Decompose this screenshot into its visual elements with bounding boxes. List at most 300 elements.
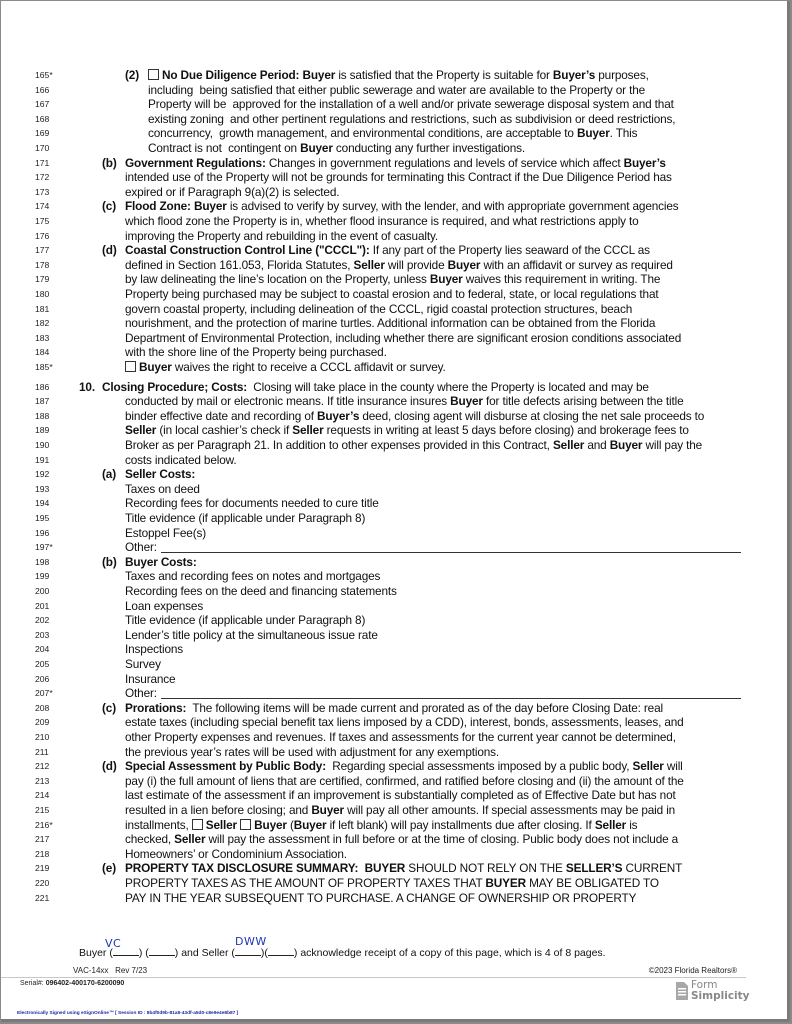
line-text xyxy=(148,141,525,156)
line-number: 203 xyxy=(35,629,50,640)
line-text xyxy=(102,380,649,395)
text-run: is satisfied that the Property is suitable for xyxy=(335,68,553,82)
serial-number xyxy=(20,980,124,987)
text-run: is advised to verify by survey, with the lender, and with appropriate government agencies xyxy=(226,199,679,214)
line-number: 177 xyxy=(35,245,50,256)
text-run: pay (i) the full amount of liens that are certified, confirmed, and ratified before closing and (ii) the amount of the xyxy=(125,773,684,788)
line-number: 190 xyxy=(35,440,50,450)
bold-text: Seller xyxy=(552,438,585,452)
section-label: (e) xyxy=(102,861,116,876)
line-number: 192 xyxy=(35,469,50,480)
line-text xyxy=(125,258,673,273)
line-number: 204 xyxy=(35,644,50,655)
text-run: existing zoning and other pertinent regulations and restrictions, such as subdivision or deed restrictions, xyxy=(148,111,676,126)
document-line xyxy=(1,423,787,438)
text-run: Title evidence (if applicable under Paragraph 8) xyxy=(125,511,366,525)
document-line xyxy=(1,126,787,141)
seller-initial-field-2[interactable] xyxy=(268,946,294,956)
document-page xyxy=(1,1,790,1022)
line-number: 206 xyxy=(35,673,50,684)
line-text xyxy=(125,360,446,375)
line-number: 210 xyxy=(35,732,50,742)
text-run: will xyxy=(663,759,683,774)
line-text xyxy=(125,599,203,614)
document-line xyxy=(1,657,787,672)
text-run: last estimate of the assessment if an improvement is substantially completed as of Effective Date but has not xyxy=(125,788,676,803)
document-line xyxy=(1,613,787,628)
line-text xyxy=(125,526,206,541)
bold-text: Government Regulations: xyxy=(125,155,266,170)
line-number: 173 xyxy=(35,186,50,197)
line-text xyxy=(125,686,741,701)
document-line xyxy=(1,891,787,906)
line-number: 220 xyxy=(35,878,50,888)
document-line xyxy=(1,555,787,570)
line-number: 199 xyxy=(35,571,50,582)
logo-text-form: Form xyxy=(691,979,718,991)
line-number: 174 xyxy=(35,201,50,212)
bold-text: Buyer xyxy=(293,817,327,832)
bold-text: Prorations: xyxy=(125,700,187,715)
document-line xyxy=(1,141,787,156)
document-line xyxy=(1,185,787,200)
text-run: PROPERTY TAXES AS THE AMOUNT OF PROPERTY TAXES THAT xyxy=(125,876,486,890)
document-line xyxy=(1,380,787,395)
line-text xyxy=(125,496,379,511)
line-text xyxy=(125,394,684,409)
text-run: Loan expenses xyxy=(125,598,204,613)
text-run: . This xyxy=(609,126,638,141)
text-run: estate taxes (including special benefit tax liens imposed by a CDD), interest, bonds, assessments, leases, and xyxy=(125,715,684,730)
bold-text: Buyer xyxy=(450,394,483,409)
checkbox[interactable] xyxy=(192,819,203,830)
line-number: 214 xyxy=(35,790,50,801)
line-text xyxy=(125,701,663,716)
line-number: 172 xyxy=(35,172,50,183)
document-line xyxy=(1,438,787,453)
line-text xyxy=(125,803,675,818)
text-run: ( xyxy=(286,817,294,832)
bold-text: No Due Diligence Period: xyxy=(162,68,300,82)
line-text xyxy=(148,83,645,98)
document-line xyxy=(1,97,787,112)
text-run: concurrency, growth management, and environmental conditions, are acceptable to xyxy=(148,126,577,141)
bold-text: SELLER’S xyxy=(565,861,623,876)
document-line xyxy=(1,467,787,482)
line-text xyxy=(125,818,637,833)
document-line xyxy=(1,642,787,657)
line-text xyxy=(125,672,175,687)
text-run: checked, xyxy=(125,832,175,847)
text-run: including being satisfied that either public sewerage and water are available to the Property or the xyxy=(148,82,646,97)
bold-text: Buyer xyxy=(609,438,643,452)
document-line xyxy=(1,112,787,127)
text-run: The following items will be made current and prorated as of the day before Closing Date: real xyxy=(186,700,663,715)
bold-text: Flood Zone: xyxy=(125,199,191,214)
text-run: will provide xyxy=(384,257,448,272)
text-run: expired or if Paragraph 9(a)(2) is selected. xyxy=(125,184,340,199)
line-number: 169 xyxy=(35,128,50,139)
line-text xyxy=(125,788,676,803)
bold-text: Buyer’s xyxy=(552,68,596,82)
text-run: Broker as per Paragraph 21. In addition to other expenses provided in this Contract, xyxy=(125,438,553,452)
document-line xyxy=(1,199,787,214)
line-text xyxy=(125,861,682,876)
text-run: Recording fees for documents needed to cure title xyxy=(125,496,379,511)
document-line xyxy=(1,345,787,360)
line-number: 209 xyxy=(35,717,50,728)
bold-text: Buyer xyxy=(254,817,287,832)
document-line xyxy=(1,526,787,541)
line-text xyxy=(125,331,681,346)
line-text xyxy=(125,715,684,730)
line-text xyxy=(125,287,659,302)
bold-text: Buyer’s xyxy=(623,155,666,170)
document-line xyxy=(1,745,787,760)
line-number: 219 xyxy=(35,863,50,874)
line-number: 166 xyxy=(35,84,50,95)
text-run: Taxes on deed xyxy=(125,481,200,496)
seller-initials-signature: DWW xyxy=(235,935,267,948)
bold-text: BUYER xyxy=(364,861,406,876)
section-label: (a) xyxy=(102,467,116,482)
bold-text: Buyer Costs: xyxy=(125,554,197,569)
line-number: 217 xyxy=(35,834,50,845)
bold-text: Buyer xyxy=(576,126,610,141)
line-number: 175 xyxy=(35,216,50,226)
document-line xyxy=(1,569,787,584)
text-run: with an affidavit or survey as required xyxy=(480,257,673,272)
line-text xyxy=(125,243,650,258)
text-run: conducting any further investigations. xyxy=(332,141,525,155)
bold-text: PROPERTY TAX DISCLOSURE SUMMARY: xyxy=(125,861,359,876)
line-number: 221 xyxy=(35,892,50,903)
text-run: defined in Section 161.053, Florida Statutes, xyxy=(125,257,354,272)
bold-text: Buyer xyxy=(300,141,333,155)
line-number: 165* xyxy=(35,70,53,80)
line-text xyxy=(125,423,689,438)
bold-text: Seller xyxy=(353,257,385,272)
section-label: (d) xyxy=(102,243,117,258)
document-line xyxy=(1,496,787,511)
line-text xyxy=(125,482,200,497)
line-number: 184 xyxy=(35,347,50,358)
document-line xyxy=(1,774,787,789)
text-run: improving the Property and rebuilding in the event of casualty. xyxy=(125,228,438,243)
line-number: 197* xyxy=(35,542,53,553)
document-line xyxy=(1,540,787,555)
line-number: 194 xyxy=(35,498,50,509)
line-text xyxy=(125,170,672,185)
text-run: binder effective date and recording of xyxy=(125,408,317,423)
document-line xyxy=(1,360,787,375)
text-run: will pay the xyxy=(642,438,703,452)
serial-label: Serial#: xyxy=(20,980,44,987)
document-line xyxy=(1,803,787,818)
text-run: will pay all other amounts. If special assessments may be paid in xyxy=(344,803,676,817)
document-line xyxy=(1,628,787,643)
text-run: Contract is not contingent on xyxy=(148,141,301,155)
line-number: 200 xyxy=(35,586,50,596)
line-number: 213 xyxy=(35,775,50,786)
text-run: CURRENT xyxy=(622,861,683,876)
document-line xyxy=(1,394,787,409)
document-line xyxy=(1,584,787,599)
document-line xyxy=(1,170,787,185)
text-run: Recording fees on the deed and financing statements xyxy=(125,584,397,598)
text-run: waives the right to receive a CCCL affidavit or survey. xyxy=(171,360,446,374)
text-run: Estoppel Fee(s) xyxy=(125,525,207,540)
checkbox[interactable] xyxy=(148,69,159,80)
text-run: conducted by mail or electronic means. If title insurance insures xyxy=(125,394,451,409)
text-run: Title evidence (if applicable under Paragraph 8) xyxy=(125,613,366,628)
checkbox[interactable] xyxy=(240,819,251,830)
line-text xyxy=(125,272,660,287)
document-line xyxy=(1,788,787,803)
text-run: if left blank) will pay installments due after closing. If xyxy=(326,817,595,832)
line-text xyxy=(125,316,655,331)
line-text xyxy=(125,438,702,453)
document-line xyxy=(1,287,787,302)
document-line xyxy=(1,686,787,701)
text-run: costs indicated below. xyxy=(125,452,237,467)
line-number: 189 xyxy=(35,425,50,436)
line-text xyxy=(125,730,676,745)
line-text xyxy=(125,628,378,643)
line-number: 218 xyxy=(35,848,50,859)
line-text xyxy=(125,156,666,171)
text-run: Department of Environmental Protection, including whether there are significant erosion conditions associated xyxy=(125,330,682,345)
bold-text: Buyer xyxy=(447,257,481,272)
text-run: Property being purchased may be subject to coastal erosion and to federal, state, or local regulations that xyxy=(125,287,659,301)
bold-text: Buyer xyxy=(311,803,345,817)
bold-text: Seller xyxy=(594,817,627,832)
line-number: 168 xyxy=(35,113,50,124)
text-run: Inspections xyxy=(125,642,184,657)
text-run: MAY BE OBLIGATED TO xyxy=(525,876,659,890)
text-run: for title defects arising between the title xyxy=(482,394,684,409)
text-run: which flood zone the Property is in, whether flood insurance is required, and what restrictions apply to xyxy=(125,214,639,228)
text-run: Survey xyxy=(125,657,161,671)
buyer-label: Buyer xyxy=(79,947,107,959)
text-run: govern coastal property, including delineation of the CCCL, rigid coastal protection structures, beach xyxy=(125,301,633,316)
bold-text: Special Assessment by Public Body: xyxy=(125,759,326,774)
line-text xyxy=(125,199,679,214)
text-run: Taxes and recording fees on notes and mortgages xyxy=(125,569,381,584)
bold-text: Coastal Construction Control Line ("CCCL"): xyxy=(125,243,370,258)
other-cost-field[interactable] xyxy=(161,687,741,699)
line-number: 193 xyxy=(35,483,50,494)
text-run: with the shore line of the Property being purchased. xyxy=(125,345,387,360)
document-line xyxy=(1,214,787,229)
document-line xyxy=(1,258,787,273)
line-text xyxy=(125,774,684,789)
line-number: 202 xyxy=(35,615,50,626)
document-icon xyxy=(676,982,688,1000)
footer-divider xyxy=(1,977,746,978)
section-label: (c) xyxy=(102,700,116,715)
line-text xyxy=(125,569,380,584)
document-line xyxy=(1,83,787,98)
line-number: 208 xyxy=(35,702,50,713)
line-number: 188 xyxy=(35,410,50,421)
bold-text: Buyer’s xyxy=(317,408,360,423)
line-text xyxy=(148,112,675,127)
bold-text: Seller xyxy=(205,817,237,832)
document-line xyxy=(1,409,787,424)
bold-text: Buyer xyxy=(302,68,336,82)
line-text xyxy=(125,302,632,317)
text-run: Lender’s title policy at the simultaneous issue rate xyxy=(125,627,378,642)
document-line xyxy=(1,482,787,497)
line-text xyxy=(125,847,347,862)
line-text xyxy=(125,891,636,906)
serial-value: 096402-400170-6200090 xyxy=(45,980,125,987)
document-line xyxy=(1,331,787,346)
text-run: installments, xyxy=(125,817,192,832)
line-text xyxy=(125,832,678,847)
text-run: deed, closing agent will disburse at closing the net sale proceeds to xyxy=(359,408,705,423)
text-run: and xyxy=(584,438,610,452)
document-line xyxy=(1,861,787,876)
line-number: 196 xyxy=(35,527,50,538)
bold-text: Seller xyxy=(632,759,664,774)
line-text xyxy=(125,759,683,774)
line-text xyxy=(148,68,649,83)
line-number: 211 xyxy=(35,746,49,757)
line-text xyxy=(125,657,161,672)
line-text xyxy=(125,345,387,360)
document-line xyxy=(1,672,787,687)
form-id-text: VAC-14xx xyxy=(73,966,109,975)
buyer-initial-field-2[interactable] xyxy=(149,946,175,956)
line-text xyxy=(125,540,741,555)
line-number: 198 xyxy=(35,556,50,567)
acknowledgement-line: Buyer ( ) ( ) and Seller ( )( ) acknowledge receipt of a copy of this page, which is 4 of 8 pages. xyxy=(79,947,606,959)
line-text xyxy=(125,584,397,599)
section-label: (d) xyxy=(102,759,117,774)
document-line xyxy=(1,453,787,468)
text-run: resulted in a lien before closing; and xyxy=(125,803,312,817)
copyright: ©2023 Florida Realtors® xyxy=(648,966,737,975)
section-label: (2) xyxy=(125,68,139,82)
section-label: (b) xyxy=(102,554,117,569)
line-text xyxy=(125,214,639,229)
document-line xyxy=(1,599,787,614)
document-line xyxy=(1,818,787,833)
line-number: 178 xyxy=(35,259,50,270)
text-run: Homeowners’ or Condominium Association. xyxy=(125,846,347,861)
text-run: Property will be approved for the installation of a well and/or private sewerage disposal system and that xyxy=(148,97,674,112)
text-run: other Property expenses and revenues. If taxes and assessments for the current year cannot be determined, xyxy=(125,730,676,744)
line-text xyxy=(125,409,704,424)
line-number: 187 xyxy=(35,396,50,407)
text-run: Other: xyxy=(125,686,157,701)
text-run: is xyxy=(626,817,638,832)
text-run: will pay the assessment in full before or at the time of closing. Public body does not include a xyxy=(205,832,679,847)
line-text xyxy=(125,876,659,891)
line-number: 180 xyxy=(35,289,50,299)
other-cost-field[interactable] xyxy=(161,541,741,553)
bold-text: Seller Costs: xyxy=(125,467,196,482)
document-line xyxy=(1,759,787,774)
line-text xyxy=(125,745,499,760)
text-run: purposes, xyxy=(595,68,649,82)
text-run: waives this requirement in writing. The xyxy=(462,272,661,287)
line-text xyxy=(125,555,197,570)
text-run: Regarding special assessments imposed by a public body, xyxy=(325,759,633,774)
text-run: Changes in government regulations and levels of service which affect xyxy=(265,155,624,170)
checkbox[interactable] xyxy=(125,361,136,372)
text-run: Closing will take place in the county where the Property is located and may be xyxy=(247,379,649,394)
esign-stamp: Electronically Signed using eSignOnline™ [ Session ID : 8b4f0d9b-81a8-43df-a5d0-c8e9e4e8b87 ] xyxy=(17,1011,239,1016)
text-run: PAY IN THE YEAR SUBSEQUENT TO PURCHASE. A CHANGE OF OWNERSHIP OR PROPERTY xyxy=(125,890,637,905)
logo-text-simplicity: Simplicity xyxy=(691,990,750,1002)
document-line xyxy=(1,730,787,745)
bold-text: Seller xyxy=(125,423,157,438)
text-run: Other: xyxy=(125,540,157,555)
line-number: 171 xyxy=(35,157,50,168)
line-number: 170 xyxy=(35,143,50,153)
document-line xyxy=(1,229,787,244)
text-run: requests in writing at least 5 days before closing) and brokerage fees to xyxy=(323,423,689,438)
bold-text: Buyer xyxy=(139,360,172,374)
line-number: 201 xyxy=(35,600,50,611)
document-line xyxy=(1,876,787,891)
text-run: the previous year’s rates will be used with adjustment for any exemptions. xyxy=(125,744,500,759)
form-revision: Rev 7/23 xyxy=(115,966,148,975)
line-number: 215 xyxy=(35,805,50,815)
text-run: nourishment, and the protection of marine turtles. Additional information can be obtained from the Florida xyxy=(125,316,656,331)
line-number: 185* xyxy=(35,362,53,372)
bold-text: Buyer xyxy=(429,272,463,287)
form-simplicity-logo xyxy=(676,980,750,1002)
line-text xyxy=(125,642,183,657)
bold-text: BUYER xyxy=(485,876,526,890)
line-text xyxy=(125,511,365,526)
document-line xyxy=(1,715,787,730)
and-seller-label: and Seller xyxy=(181,947,229,959)
text-run: SHOULD NOT RELY ON THE xyxy=(405,861,566,876)
line-number: 186 xyxy=(35,381,50,392)
bold-text: Seller xyxy=(292,423,324,438)
buyer-initials-signature: VC xyxy=(105,937,122,950)
text-run: by law delineating the line’s location on the Property, unless xyxy=(125,272,430,287)
line-text xyxy=(125,453,236,468)
document-line xyxy=(1,68,787,83)
line-number: 212 xyxy=(35,761,50,772)
line-number: 167 xyxy=(35,99,50,110)
line-number: 195 xyxy=(35,513,50,523)
acknowledge-text: acknowledge receipt of a copy of this page, which is 4 of 8 pages. xyxy=(300,947,606,959)
bold-text: Buyer xyxy=(193,199,227,214)
section-label: (b) xyxy=(102,155,117,170)
document-line xyxy=(1,272,787,287)
text-run: intended use of the Property will not be grounds for terminating this Contract if the Due Diligence Period has xyxy=(125,170,672,185)
bold-text: Closing Procedure; Costs: xyxy=(102,379,248,394)
line-text xyxy=(125,185,339,200)
document-line xyxy=(1,847,787,862)
line-number: 207* xyxy=(35,688,53,699)
document-line xyxy=(1,156,787,171)
line-number: 216* xyxy=(35,819,53,830)
line-number: 179 xyxy=(35,274,50,285)
text-run: Insurance xyxy=(125,671,176,686)
line-text xyxy=(125,613,365,628)
text-run: (in local cashier’s check if xyxy=(156,423,293,438)
document-line xyxy=(1,832,787,847)
bold-text: Seller xyxy=(174,832,206,847)
